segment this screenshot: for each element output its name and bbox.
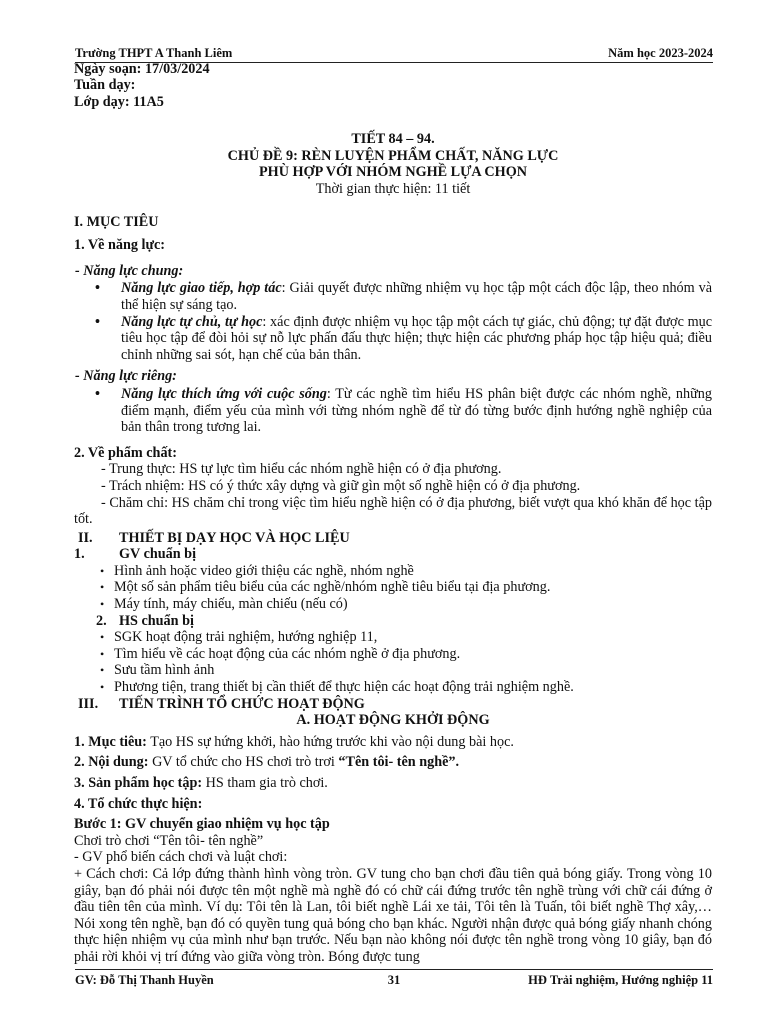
list-item: • Máy tính, máy chiếu, màn chiếu (nếu có) xyxy=(100,596,348,613)
footer-subject: HĐ Trải nghiệm, Hướng nghiệp 11 xyxy=(528,973,713,987)
topic-title-line2: PHÙ HỢP VỚI NHÓM NGHỀ LỰA CHỌN xyxy=(259,164,527,181)
list-item: - Trách nhiệm: HS có ý thức xây dựng và giữ gìn một số nghề hiện có ở địa phương. xyxy=(101,477,581,494)
document-body xyxy=(74,61,712,966)
qualities-heading: 2. Về phẩm chất: xyxy=(74,444,177,461)
bullet-icon: • xyxy=(100,646,105,661)
bullet-icon: • xyxy=(100,580,105,595)
topic-title-line1: CHỦ ĐỀ 9: RÈN LUYỆN PHẨM CHẤT, NĂNG LỰC xyxy=(227,147,559,164)
specific-competence-label: - Năng lực riêng: xyxy=(75,368,177,385)
section-equipment-heading: II. THIẾT BỊ DẠY HỌC VÀ HỌC LIỆU xyxy=(78,529,350,546)
organization-heading: 4. Tổ chức thực hiện: xyxy=(74,795,203,812)
section-objectives-heading: I. MỤC TIÊU xyxy=(74,213,159,230)
list-item: • Năng lực thích ứng với cuộc sống: Từ các nghề tìm hiểu HS phân biệt được các nhóm nghề, những điểm mạnh, điểm yếu của mình với từng nhóm nghề để từ đó từng bước định hướng nghề nghiệp của bản thân trong tương lai. xyxy=(95,385,712,436)
list-item: • Tìm hiểu về các hoạt động của các nhóm nghề ở địa phương. xyxy=(100,645,461,662)
list-item: • SGK hoạt động trải nghiệm, hướng nghiệp 11, xyxy=(100,629,378,646)
activity-heading: A. HOẠT ĐỘNG KHỞI ĐỘNG xyxy=(296,712,490,729)
footer-rule xyxy=(75,969,713,970)
list-item: • Phương tiện, trang thiết bị cần thiết để thực hiện các hoạt động trải nghiệm nghề. xyxy=(100,679,574,696)
page-footer xyxy=(75,973,713,989)
section-process-heading: III. TIẾN TRÌNH TỔ CHỨC HOẠT ĐỘNG xyxy=(78,695,365,712)
product-line: 3. Sản phẩm học tập: HS tham gia trò chơi. xyxy=(74,775,328,791)
lesson-number: TIẾT 84 – 94. xyxy=(351,131,435,148)
page-header xyxy=(75,46,713,62)
teaching-week: Tuần dạy: xyxy=(74,77,136,94)
game-name: Chơi trò chơi “Tên tôi- tên nghề” xyxy=(74,832,264,849)
bullet-icon: • xyxy=(95,280,100,297)
competence-heading: 1. Về năng lực: xyxy=(74,237,166,254)
student-prep-heading: 2. HS chuẩn bị xyxy=(96,612,194,629)
duration: Thời gian thực hiện: 11 tiết xyxy=(315,181,471,197)
list-item: • Hình ảnh hoặc video giới thiệu các nghề, nhóm nghề xyxy=(100,562,414,579)
teaching-class: Lớp dạy: 11A5 xyxy=(74,93,164,110)
prep-date: Ngày soạn: 17/03/2024 xyxy=(74,61,210,77)
list-item: • Sưu tầm hình ảnh xyxy=(100,662,215,679)
game-rules-intro: - GV phổ biến cách chơi và luật chơi: xyxy=(74,849,288,866)
student-prep-list xyxy=(74,629,712,695)
header-school: Trường THPT A Thanh Liêm xyxy=(75,46,233,60)
footer-teacher: GV: Đỗ Thị Thanh Huyền xyxy=(75,973,214,987)
bullet-icon: • xyxy=(100,597,105,612)
general-competence-label: - Năng lực chung: xyxy=(75,262,184,279)
qualities-list xyxy=(74,461,712,527)
teacher-prep-heading: 1. GV chuẩn bị xyxy=(74,546,197,563)
teacher-prep-list xyxy=(74,563,712,613)
step1-heading: Bước 1: GV chuyển giao nhiệm vụ học tập xyxy=(74,816,330,833)
bullet-icon: • xyxy=(100,563,105,578)
game-howto: + Cách chơi: Cả lớp đứng thành hình vòng tròn. GV tung cho bạn chơi đầu tiên quả bóng giấy. Trong vòng 10 giây, bạn đó phải nói được tên một nghề mà nghề đó có chữ cái đứng trước tên nghề trùng với chữ cái đứng ở đầu tiên tên của mình. Ví dụ: Tôi tên là Lan, tôi biết nghề Lái xe tải, Tôi tên là Tuấn, tôi biết nghề Thợ xây,…Nói xong tên nghề, bạn đó có quyền tung quả bóng cho bạn khác. Người nhận được quả bóng giấy nhanh chóng thực hiện nhiệm vụ của mình như bạn trước. Nếu bạn nào không nói được tên nghề trong vòng 10 giây, bạn đó phải rời khỏi vị trí đứng vào giữa vòng tròn. Bóng được tung xyxy=(74,865,712,965)
list-item: - Chăm chỉ: HS chăm chỉ trong việc tìm hiểu nghề hiện có ở địa phương, biết vượt qua khó khăn để học tập tốt. xyxy=(74,494,712,528)
lesson-meta xyxy=(74,61,712,110)
bullet-icon: • xyxy=(100,680,105,695)
bullet-icon: • xyxy=(95,385,100,402)
bullet-icon: • xyxy=(95,313,100,330)
bullet-icon: • xyxy=(100,663,105,678)
list-item: • Năng lực tự chủ, tự học: xác định được nhiệm vụ học tập một cách tự giác, chủ động; tự đặt được mục tiêu học tập để đòi hỏi sự nỗ lực phấn đấu thực hiện; thực hiện các phương pháp học tập hiệu quả; điều chỉnh những sai sót, hạn chế của bản thân. xyxy=(95,313,712,363)
header-year: Năm học 2023-2024 xyxy=(608,46,713,60)
list-item: • Năng lực giao tiếp, hợp tác: Giải quyết được những nhiệm vụ học tập một cách độc lập, theo nhóm và thể hiện sự sáng tạo. xyxy=(95,280,712,313)
content-line: 2. Nội dung: GV tổ chức cho HS chơi trò trơi “Tên tôi- tên nghề”. xyxy=(74,754,460,771)
specific-competence-list xyxy=(74,386,712,436)
general-competence-list xyxy=(74,280,712,363)
list-item: - Trung thực: HS tự lực tìm hiểu các nhóm nghề hiện có ở địa phương. xyxy=(101,461,502,478)
list-item: • Một số sản phẩm tiêu biểu của các nghề/nhóm nghề tiêu biểu tại địa phương. xyxy=(100,579,551,596)
bullet-icon: • xyxy=(100,630,105,645)
goal-line: 1. Mục tiêu: Tạo HS sự hứng khởi, hào hứng trước khi vào nội dung bài học. xyxy=(74,733,514,750)
page-number: 31 xyxy=(387,973,401,987)
